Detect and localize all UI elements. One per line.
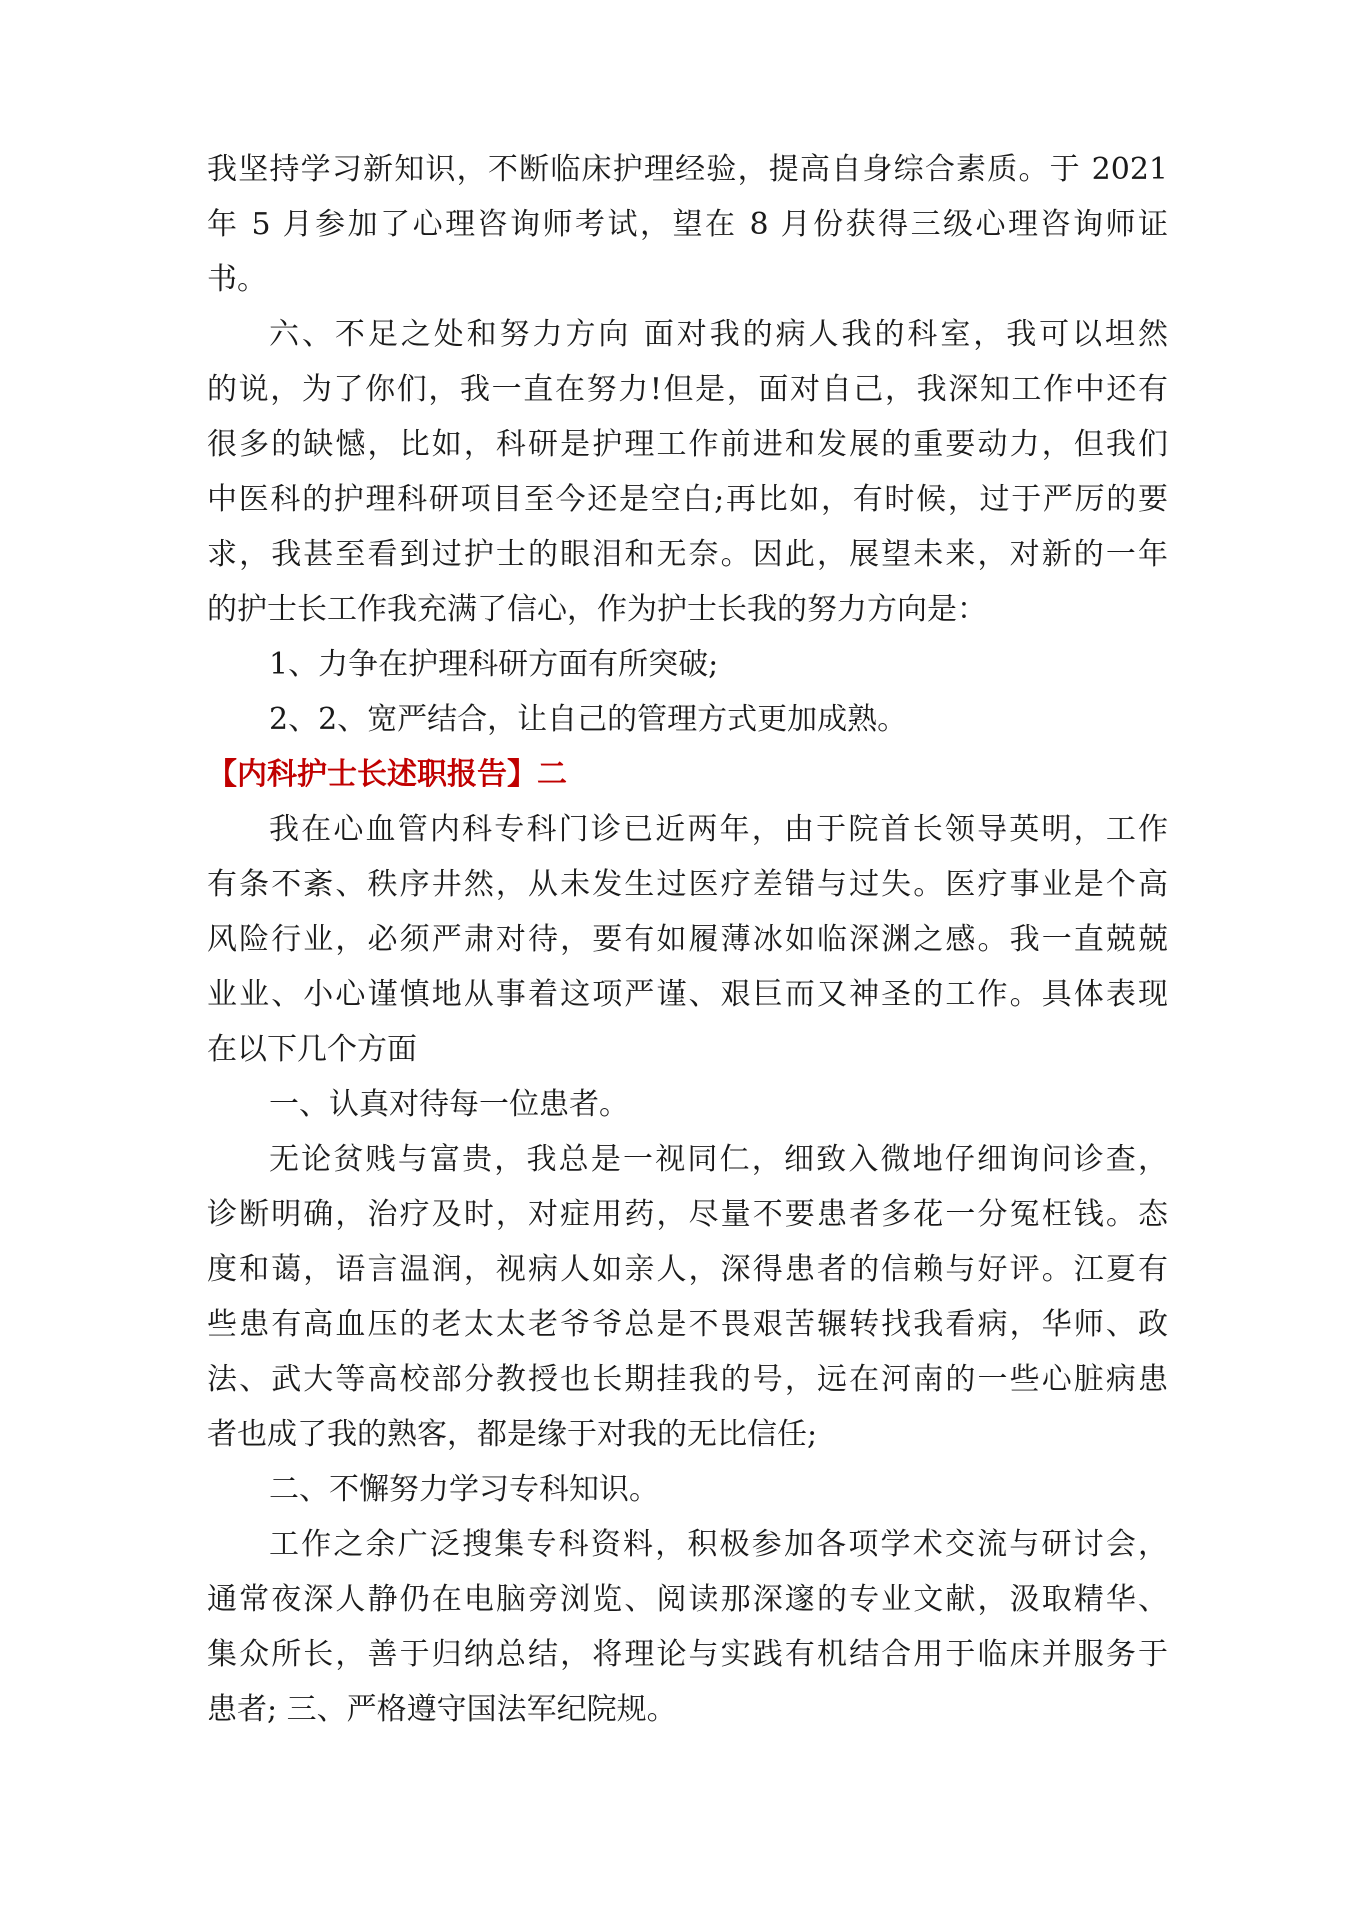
document-body	[207, 142, 1168, 1737]
text-line: 集众所长，善于归纳总结，将理论与实践有机结合用于临床并服务于	[207, 1637, 1168, 1672]
text-line: 些患有高血压的老太太老爷爷总是不畏艰苦辗转找我看病，华师、政	[207, 1307, 1168, 1342]
text-line: 年 5 月参加了心理咨询师考试，望在 8 月份获得三级心理咨询师证	[207, 207, 1168, 242]
paragraph	[207, 1517, 1168, 1737]
text-line: 2、2、宽严结合，让自己的管理方式更加成熟。	[269, 702, 908, 737]
paragraph	[207, 142, 1168, 307]
subsection-title	[207, 1077, 1168, 1132]
text-line: 的说，为了你们，我一直在努力!但是，面对自己，我深知工作中还有	[207, 372, 1168, 407]
text-line: 书。	[207, 262, 267, 297]
text-line: 有条不紊、秩序井然，从未发生过医疗差错与过失。医疗事业是个高	[207, 867, 1168, 902]
text-line: 很多的缺憾，比如，科研是护理工作前进和发展的重要动力，但我们	[207, 427, 1168, 462]
text-line: 一、认真对待每一位患者。	[269, 1087, 629, 1122]
paragraph	[207, 1132, 1168, 1462]
subsection-title	[207, 1462, 1168, 1517]
text-line: 中医科的护理科研项目至今还是空白;再比如，有时候，过于严厉的要	[207, 482, 1168, 517]
text-line: 患者; 三、严格遵守国法军纪院规。	[207, 1692, 677, 1727]
text-line: 二、不懈努力学习专科知识。	[269, 1472, 659, 1507]
text-line: 六、不足之处和努力方向 面对我的病人我的科室，我可以坦然	[269, 317, 1168, 352]
text-line: 1、力争在护理科研方面有所突破;	[269, 647, 719, 682]
list-item	[207, 692, 1168, 747]
text-line: 风险行业，必须严肃对待，要有如履薄冰如临深渊之感。我一直兢兢	[207, 922, 1168, 957]
section-heading-block	[207, 747, 1168, 802]
paragraph	[207, 802, 1168, 1077]
section-heading: 【内科护士长述职报告】二	[207, 757, 567, 792]
text-line: 度和蔼，语言温润，视病人如亲人，深得患者的信赖与好评。江夏有	[207, 1252, 1168, 1287]
text-line: 工作之余广泛搜集专科资料，积极参加各项学术交流与研讨会，	[269, 1527, 1168, 1562]
text-line: 的护士长工作我充满了信心，作为护士长我的努力方向是：	[207, 592, 987, 627]
text-line: 诊断明确，治疗及时，对症用药，尽量不要患者多花一分冤枉钱。态	[207, 1197, 1168, 1232]
text-line: 法、武大等高校部分教授也长期挂我的号，远在河南的一些心脏病患	[207, 1362, 1168, 1397]
text-line: 我在心血管内科专科门诊已近两年，由于院首长领导英明，工作	[269, 812, 1168, 847]
text-line: 者也成了我的熟客，都是缘于对我的无比信任;	[207, 1417, 818, 1452]
list-item	[207, 637, 1168, 692]
text-line: 无论贫贱与富贵，我总是一视同仁，细致入微地仔细询问诊查，	[269, 1142, 1168, 1177]
text-line: 业业、小心谨慎地从事着这项严谨、艰巨而又神圣的工作。具体表现	[207, 977, 1168, 1012]
text-line: 通常夜深人静仍在电脑旁浏览、阅读那深邃的专业文献，汲取精华、	[207, 1582, 1168, 1617]
text-line: 求，我甚至看到过护士的眼泪和无奈。因此，展望未来，对新的一年	[207, 537, 1168, 572]
paragraph	[207, 307, 1168, 637]
text-line: 我坚持学习新知识，不断临床护理经验，提高自身综合素质。于 2021	[207, 152, 1168, 187]
text-line: 在以下几个方面	[207, 1032, 417, 1067]
